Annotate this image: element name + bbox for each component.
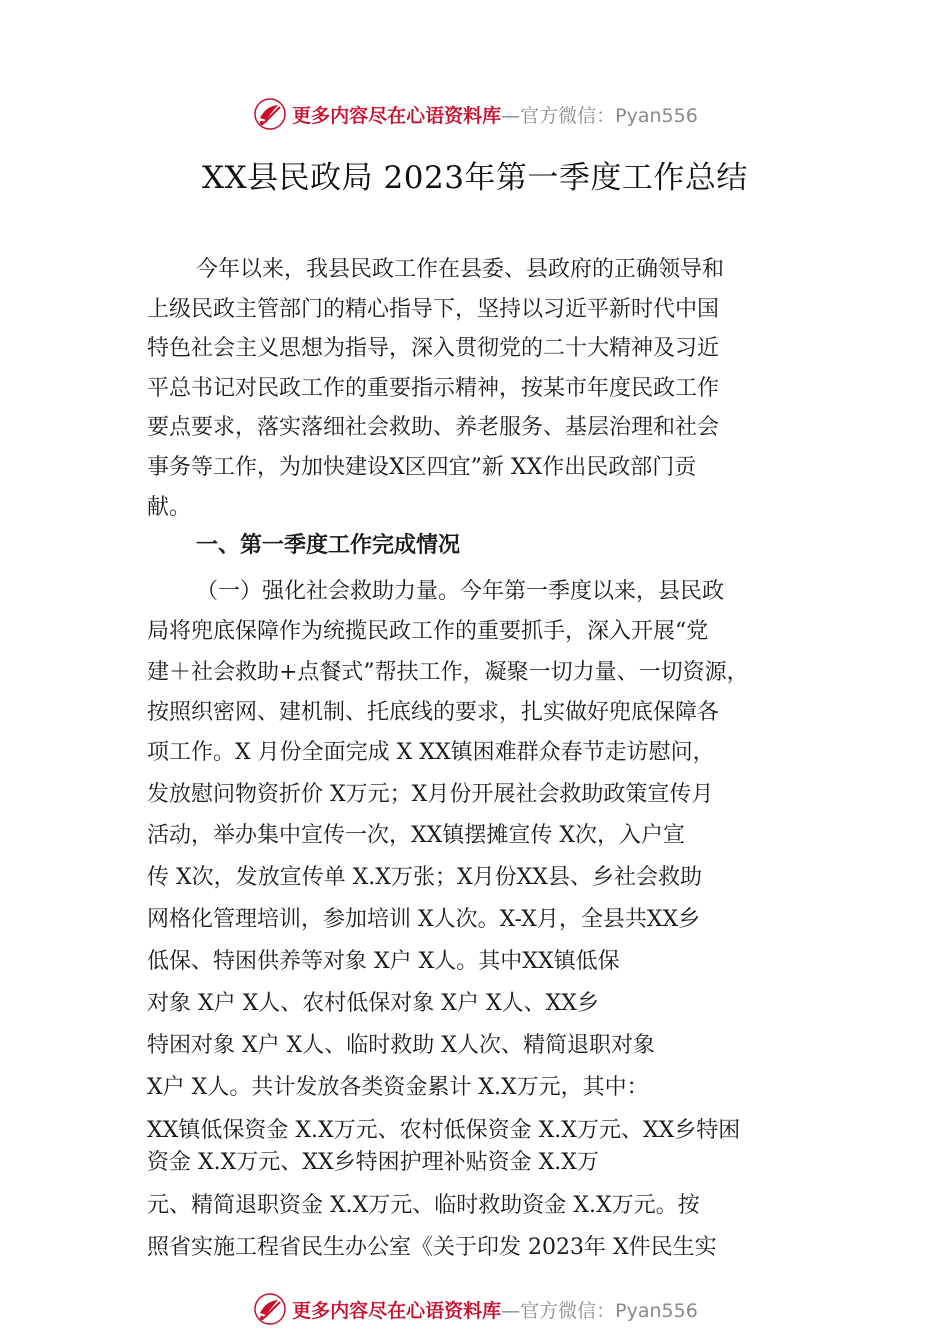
watermark-red-text: 更多内容尽在心语资料库 <box>292 1299 502 1322</box>
paragraph-line: 建＋社会救助+点餐式”帮扶工作，凝聚一切力量、一切资源， <box>147 660 749 685</box>
paragraph-line: 对象 X户 X人、农村低保对象 X户 X人、XX乡 <box>147 991 599 1016</box>
paragraph-line: 元、精简退职资金 X.X万元、临时救助资金 X.X万元。按 <box>147 1193 700 1218</box>
paragraph-line: XX镇低保资金 X.X万元、农村低保资金 X.X万元、XX乡特困 <box>147 1118 741 1143</box>
section-heading: 一、第一季度工作完成情况 <box>196 533 461 558</box>
paragraph-line: 平总书记对民政工作的重要指示精神，按某市年度民政工作 <box>147 376 720 401</box>
paragraph-line: 献。 <box>147 495 192 520</box>
watermark-gray-text: —官方微信：Pyan556 <box>501 1299 698 1322</box>
paragraph-line: 照省实施工程省民生办公室《关于印发 2023年 X件民生实 <box>147 1235 717 1260</box>
watermark-red-text: 更多内容尽在心语资料库 <box>292 104 502 127</box>
brush-logo-icon <box>252 96 288 132</box>
paragraph-line: 特困对象 X户 X人、临时救助 X人次、精简退职对象 <box>147 1033 655 1058</box>
watermark-banner-bottom <box>0 1289 950 1329</box>
paragraph-line: 活动，举办集中宣传一次，XX镇摆摊宣传 X次，入户宣 <box>147 823 685 848</box>
paragraph-line: 局将兜底保障作为统揽民政工作的重要抓手，深入开展“党 <box>147 619 709 644</box>
paragraph-line: 特色社会主义思想为指导，深入贯彻党的二十大精神及习近 <box>147 336 720 361</box>
paragraph-line: 按照织密网、建机制、托底线的要求，扎实做好兜底保障各 <box>147 700 720 725</box>
document-title: XX县民政局 2023年第一季度工作总结 <box>202 160 748 196</box>
paragraph-line: 发放慰问物资折价 X万元；X月份开展社会救助政策宣传月 <box>147 782 714 807</box>
paragraph-line: （一）强化社会救助力量。今年第一季度以来，县民政 <box>196 579 725 604</box>
paragraph-line: 项工作。X 月份全面完成 X XX镇困难群众春节走访慰问， <box>147 740 715 765</box>
paragraph-line: 今年以来，我县民政工作在县委、县政府的正确领导和 <box>196 257 725 282</box>
paragraph-line: 资金 X.X万元、XX乡特困护理补贴资金 X.X万 <box>147 1150 599 1175</box>
paragraph-line: 事务等工作，为加快建设X区四宜”新 XX作出民政部门贡 <box>147 455 697 480</box>
paragraph-line: 传 X次，发放宣传单 X.X万张；X月份XX县、乡社会救助 <box>147 865 702 890</box>
brush-logo-icon <box>252 1291 288 1327</box>
paragraph-line: 网格化管理培训，参加培训 X人次。X-X月，全县共XX乡 <box>147 907 701 932</box>
paragraph-line: 要点要求，落实落细社会救助、养老服务、基层治理和社会 <box>147 415 720 440</box>
watermark-gray-text: —官方微信：Pyan556 <box>501 104 698 127</box>
paragraph-line: 上级民政主管部门的精心指导下，坚持以习近平新时代中国 <box>147 297 720 322</box>
watermark-banner-top <box>0 94 950 134</box>
paragraph-line: 低保、特困供养等对象 X户 X人。其中XX镇低保 <box>147 949 620 974</box>
paragraph-line: X户 X人。共计发放各类资金累计 X.X万元，其中： <box>147 1075 649 1100</box>
